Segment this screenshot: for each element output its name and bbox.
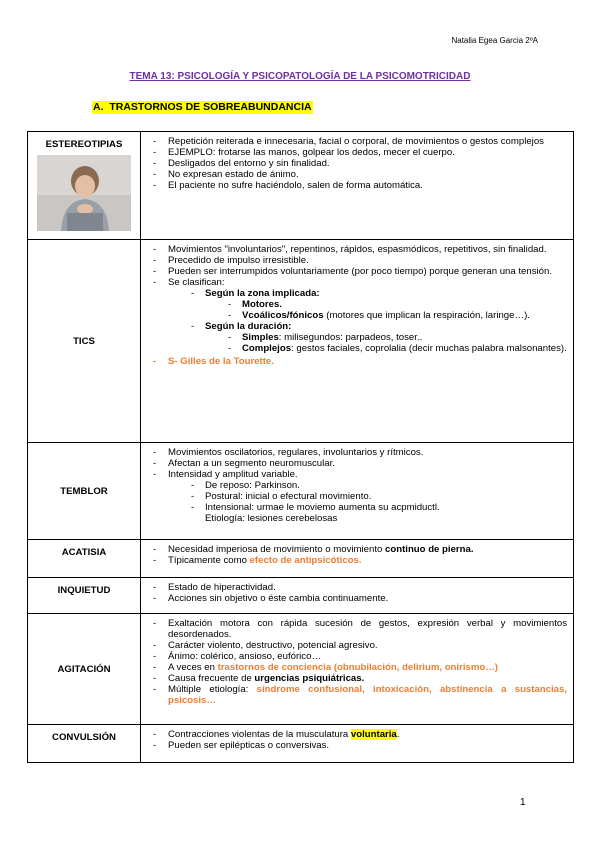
- list-item: - Estado de hiperactividad.: [151, 582, 567, 593]
- row-content-convulsion: [141, 725, 574, 763]
- sub-list-item: [188, 288, 567, 321]
- list-item: - Exaltación motora con rápida sucesión de gestos, expresión verbal y movimientos desordenados.: [151, 618, 567, 640]
- list-item: - Pueden ser epilépticas o conversivas.: [151, 740, 567, 751]
- agitacion-text: A veces en: [168, 662, 218, 673]
- list-item: - Carácter violento, destructivo, potencial agresivo.: [151, 640, 567, 651]
- sub-sub-list-item: [225, 343, 567, 354]
- list-item: [151, 684, 567, 706]
- table-row: [28, 725, 574, 763]
- row-content-tics: [141, 240, 574, 443]
- agitacion-highlight: síndrome confusional, intoxicación, abstinencia a sustancias, psicosis…: [168, 684, 567, 706]
- row-label-tics: TICS: [28, 240, 141, 443]
- motores-label: Motores.: [242, 299, 282, 310]
- complejos-text: : gestos faciales, coprolalia (decir muchas palabra malsonantes).: [291, 343, 567, 354]
- row-label-agitacion: AGITACIÓN: [28, 614, 141, 725]
- sub-sub-list-item: [225, 310, 567, 321]
- table-row: [28, 132, 574, 240]
- agitacion-text: Múltiple etiología:: [168, 684, 257, 695]
- acatisia-text: Necesidad imperiosa de movimiento o movimiento: [168, 544, 386, 555]
- acatisia-bold: continuo de pierna.: [385, 544, 474, 555]
- row-label-temblor: TEMBLOR: [28, 443, 141, 540]
- sub-list-item: - Postural: inicial o efectural movimiento.: [188, 491, 567, 502]
- list-item: [151, 277, 567, 354]
- list-item: - Repetición reiterada e innecesaria, facial o corporal, de movimientos o gestos complejos: [151, 136, 567, 147]
- section-letter: A.: [93, 101, 104, 113]
- row-content-inquietud: [141, 578, 574, 614]
- agitacion-highlight: trastornos de conciencia (obnubilación, delirium, onirismo…): [217, 662, 498, 673]
- sub-list-item: - De reposo: Parkinson.: [188, 480, 567, 491]
- list-item: - S- Gilles de la Tourette.: [151, 356, 567, 367]
- sub-list-item: - Intensional: urmae le moviemo aumenta su acpmiductl.: [188, 502, 567, 513]
- list-item-text: Intensidad y amplitud variable.: [168, 469, 298, 480]
- list-item: - Desligados del entorno y sin finalidad.: [151, 158, 567, 169]
- acatisia-highlight: efecto de antipsicóticos.: [249, 555, 362, 566]
- section-heading: [92, 101, 313, 114]
- list-item: - No expresan estado de ánimo.: [151, 169, 567, 180]
- table-row: [28, 240, 574, 443]
- list-item: - Ánimo: colérico, ansioso, eufórico…: [151, 651, 567, 662]
- duracion-label: Según la duración:: [205, 321, 292, 332]
- row-content-agitacion: [141, 614, 574, 725]
- list-item: - Movimientos "involuntarios", repentinos, rápidos, espasmódicos, repetitivos, sin finalidad.: [151, 244, 567, 255]
- list-item-text: Se clasifican:: [168, 277, 225, 288]
- row-label-convulsion: CONVULSIÓN: [28, 725, 141, 763]
- list-item: - Pueden ser interrumpidos voluntariamente (por poco tiempo) porque generan una tensión.: [151, 266, 567, 277]
- acatisia-text: Típicamente como: [168, 555, 250, 566]
- row-content-acatisia: [141, 540, 574, 578]
- disorders-table: [27, 131, 574, 763]
- convulsion-text: Contracciones violentas de la musculatura: [168, 729, 351, 740]
- agitacion-bold: urgencias psiquiátricas.: [254, 673, 365, 684]
- convulsion-text: .: [396, 729, 400, 740]
- complejos-label: Complejos: [242, 343, 292, 354]
- list-item: - El paciente no sufre haciéndolo, salen de forma automática.: [151, 180, 567, 191]
- row-content-temblor: [141, 443, 574, 540]
- page-number: 1: [520, 797, 526, 808]
- list-item: - EJEMPLO: frotarse las manos, golpear los dedos, mecer el cuerpo.: [151, 147, 567, 158]
- vocalicos-text: (motores que implican la respiración, laringe…).: [323, 310, 530, 321]
- table-row: [28, 443, 574, 540]
- list-item: - Precedido de impulso irresistible.: [151, 255, 567, 266]
- list-item: [151, 729, 567, 740]
- simples-label: Simples: [242, 332, 279, 343]
- section-title: TRASTORNOS DE SOBREABUNDANCIA: [109, 101, 312, 113]
- list-item: - Movimientos oscilatorios, regulares, involuntarios y rítmicos.: [151, 447, 567, 458]
- row-label-text: ESTEREOTIPIAS: [45, 139, 123, 150]
- table-row: [28, 614, 574, 725]
- list-item: - Acciones sin objetivo o éste cambia continuamente.: [151, 593, 567, 604]
- convulsion-highlight: voluntaria: [350, 729, 397, 740]
- child-photo: [37, 155, 131, 231]
- list-item: [151, 673, 567, 684]
- list-item: - Afectan a un segmento neuromuscular.: [151, 458, 567, 469]
- agitacion-text: Causa frecuente de: [168, 673, 255, 684]
- simples-text: : milisegundos: parpadeos, toser..: [278, 332, 423, 343]
- table-row: [28, 578, 574, 614]
- zona-label: Según la zona implicada:: [205, 288, 320, 299]
- sub-sub-list-item: [225, 332, 567, 343]
- row-label-estereotipias: [28, 132, 141, 240]
- sub-list-item: [188, 321, 567, 354]
- list-item: [151, 469, 567, 524]
- table-row: [28, 540, 574, 578]
- row-label-inquietud: INQUIETUD: [28, 578, 141, 614]
- list-item: [151, 555, 567, 566]
- sub-list-item: Etiología: lesiones cerebelosas: [205, 513, 338, 524]
- vocalicos-label: Vcoálicos/fónicos: [242, 310, 324, 321]
- row-content-estereotipias: [141, 132, 574, 240]
- row-label-acatisia: ACATISIA: [28, 540, 141, 578]
- list-item: [151, 662, 567, 673]
- author-name: Natalia Egea Garcia 2ºA: [451, 36, 538, 45]
- document-title: TEMA 13: PSICOLOGÍA Y PSICOPATOLOGÍA DE LA PSICOMOTRICIDAD: [129, 71, 471, 82]
- sub-sub-list-item: [225, 299, 567, 310]
- list-item: [151, 544, 567, 555]
